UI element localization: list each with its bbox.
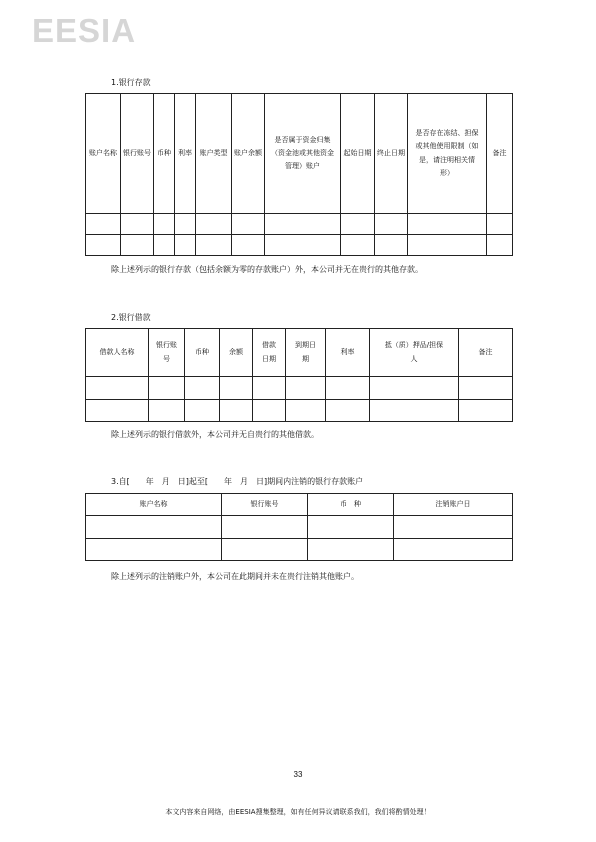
col-account-name: 账户名称 bbox=[86, 94, 121, 214]
header-row bbox=[86, 329, 513, 377]
col-account-name: 账户名称 bbox=[86, 494, 222, 516]
col-start-date: 起始日期 bbox=[341, 94, 375, 214]
header-row bbox=[86, 94, 513, 214]
col-bank-account-no: 银行账号 bbox=[149, 329, 185, 377]
table-row bbox=[86, 235, 513, 256]
col-currency: 币种 bbox=[185, 329, 220, 377]
section1-title: 1.银行存款 bbox=[111, 78, 151, 87]
col-fund-pool: 是否属于资金归集（资金池或其他资金管理）账户 bbox=[265, 94, 341, 214]
col-interest-rate: 利率 bbox=[326, 329, 370, 377]
section2-title: 2.银行借款 bbox=[111, 313, 151, 322]
table-row bbox=[86, 516, 513, 539]
table-row bbox=[86, 400, 513, 422]
bank-loan-table bbox=[85, 328, 513, 422]
section3-note: 除上述列示的注销账户外，本公司在此期间并未在贵行注销其他账户。 bbox=[111, 572, 359, 581]
col-loan-date: 借款日期 bbox=[253, 329, 286, 377]
col-currency: 币 种 bbox=[308, 494, 394, 516]
col-borrower-name: 借款人名称 bbox=[86, 329, 149, 377]
table-row bbox=[86, 214, 513, 235]
eesia-logo: EESIA bbox=[32, 12, 137, 49]
col-remarks: 备注 bbox=[487, 94, 513, 214]
section2-note: 除上述列示的银行借款外，本公司并无自贵行的其他借款。 bbox=[111, 430, 319, 439]
table-row bbox=[86, 377, 513, 400]
col-maturity-date: 到期日期 bbox=[286, 329, 326, 377]
header-row bbox=[86, 494, 513, 516]
closed-accounts-table bbox=[85, 493, 513, 561]
table-row bbox=[86, 539, 513, 561]
col-account-balance: 账户余额 bbox=[232, 94, 265, 214]
col-balance: 余额 bbox=[220, 329, 253, 377]
col-currency: 币种 bbox=[154, 94, 175, 214]
col-remarks: 备注 bbox=[459, 329, 513, 377]
bank-deposit-table bbox=[85, 93, 513, 256]
section3-title: 3.自[ 年 月 日]起至[ 年 月 日]期间内注销的银行存款账户 bbox=[111, 477, 364, 486]
col-closing-date: 注销账户日 bbox=[394, 494, 513, 516]
section1-note: 除上述列示的银行存款（包括余额为零的存款账户）外，本公司并无在贵行的其他存款。 bbox=[111, 265, 423, 274]
col-restrictions: 是否存在冻结、担保或其他使用限制（如是，请注明相关情形） bbox=[408, 94, 487, 214]
col-bank-account-no: 银行账号 bbox=[121, 94, 154, 214]
col-bank-account-no: 银行账号 bbox=[222, 494, 308, 516]
col-collateral-guarantor: 抵（质）押品/担保人 bbox=[370, 329, 459, 377]
page-number: 33 bbox=[293, 770, 303, 779]
col-account-type: 账户类型 bbox=[196, 94, 232, 214]
col-end-date: 终止日期 bbox=[375, 94, 408, 214]
col-interest-rate: 利率 bbox=[175, 94, 196, 214]
footer-disclaimer: 本文内容来自网络，由EESIA搜集整理，如有任何异议请联系我们，我们将酌情处理！ bbox=[165, 808, 431, 816]
